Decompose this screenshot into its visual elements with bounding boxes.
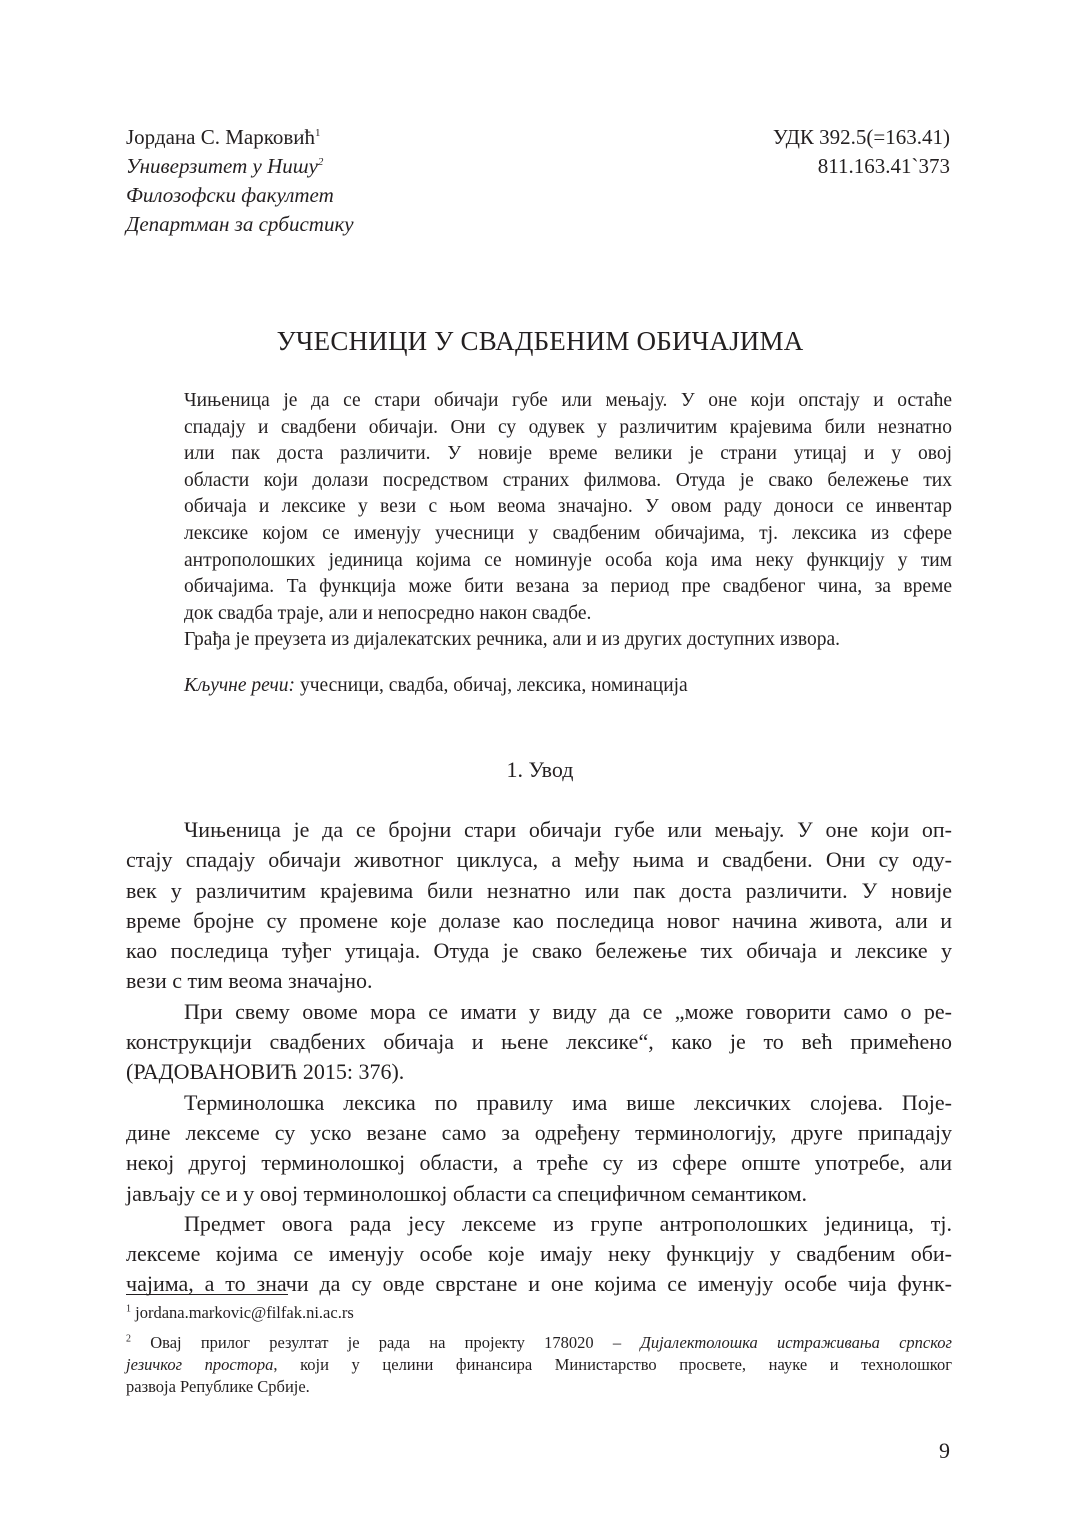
body-line: стају спадају обичаји животног циклуса, а међу њима и свадбени. Они су оду- [126, 847, 952, 873]
footnote-2-line-1: $^2$ Овај прилог резултат је рада на пројекту 178020 – Дијалектолошка истраживања српског [126, 1333, 952, 1352]
section-heading: 1. Увод [506, 757, 574, 782]
keywords [184, 675, 688, 697]
affiliation-department: Департман за србистику [126, 212, 354, 236]
body-line: као последица туђег утицаја. Отуда је свако бележење тих обичаја и лексике у [126, 938, 952, 964]
abstract-line: антрополошких јединица којима се номинује особа која има неку функцију у тим [184, 549, 952, 571]
author-block [126, 123, 354, 239]
udk-code-2: 811.163.41`373 [817, 154, 950, 178]
keywords-list: учесници, свадба, обичај, лексика, номинација [295, 675, 688, 696]
body-line: време бројне су промене које долазе као последица новог начина живота, али и [126, 907, 952, 933]
footnote-1: $^1$ jordana.markovic@filfak.ni.ac.rs [126, 1303, 354, 1322]
body-line: (РАДОВАНОВИЋ 2015: 376). [126, 1059, 405, 1085]
body-line: Предмет овога рада јесу лексеме из групе антрополошких јединица, тј. [184, 1210, 952, 1236]
footnote-divider [126, 1294, 288, 1295]
keywords-label: Кључне речи: [184, 675, 296, 696]
abstract-line: или пак доста различити. У новије време велики је страни утицај и у овој [184, 443, 952, 465]
body-line: некој другој терминолошкој области, а треће су из сфере опште употребе, али [126, 1150, 952, 1176]
abstract-line: Грађа је преузета из дијалекатских речника, али и из других доступних извора. [184, 629, 840, 651]
footnotes [126, 1302, 952, 1398]
body-line: вези с тим веома значајно. [126, 968, 373, 994]
body-line: јављају се и у овој терминолошкој области са специфичном семантиком. [126, 1180, 808, 1206]
body-text [126, 815, 952, 1300]
body-line: дине лексеме су уско везане само за одређену терминологију, друге припадају [126, 1119, 952, 1145]
abstract-line: обичаја и лексике у вези с њом веома значајно. У овом раду доноси се инвентар [184, 496, 952, 518]
abstract-line: обичајима. Та функција може бити везана за период пре свадбеног чина, за време [184, 576, 952, 598]
body-line: Терминолошка лексика по правилу има више лексичких слојева. Поје- [184, 1089, 952, 1115]
footnote-2-line-2: језичког простора, који у целини финансира Министарство просвете, науке и технолошког [126, 1355, 952, 1374]
abstract-line: лексике којом се именују учесници у свадбеним обичајима, тј. лексика из сфере [184, 522, 952, 544]
author-name: Јордана С. Марковић$^1$ [126, 125, 321, 149]
udk-block [773, 123, 950, 181]
abstract-line: области који долази посредством страних филмова. Отуда је свако бележење тих [184, 469, 952, 491]
udk-code-1: УДК 392.5(=163.41) [772, 125, 950, 149]
body-line: лексеме којима се именују особе које имају неку функцију у свадбеним оби- [126, 1241, 952, 1267]
paper-title: УЧЕСНИЦИ У СВАДБЕНИМ ОБИЧАЈИМА [276, 326, 804, 356]
body-line: чајима, а то значи да су овде сврстане и оне којима се именују особе чија функ- [126, 1271, 952, 1297]
affiliation-faculty: Филозофски факултет [126, 183, 334, 207]
abstract-line: док свадба траје, али и непосредно након свадбе. [184, 602, 592, 624]
body-line: Чињеница је да се бројни стари обичаји губе или мењају. У оне који оп- [184, 817, 952, 842]
body-line: век у различитим крајевима били незнатно или пак доста различити. У новије [126, 877, 952, 903]
abstract-line: спадају и свадбени обичаји. Они су одувек у различитим крајевима били незнатно [184, 416, 952, 438]
footnote-2-line-3: развоја Републике Србије. [126, 1377, 310, 1396]
body-line: При свему овоме мора се имати у виду да се „може говорити само о ре- [184, 998, 952, 1024]
abstract [184, 388, 952, 654]
abstract-line: Чињеница је да се стари обичаји губе или мењају. У оне који опстају и остаће [184, 390, 952, 411]
affiliation-university: Универзитет у Нишу$^2$ [126, 154, 324, 178]
body-line: конструкцији свадбених обичаја и њене лексике“, како је то већ примећено [126, 1029, 952, 1055]
page-number: 9 [939, 1438, 950, 1463]
